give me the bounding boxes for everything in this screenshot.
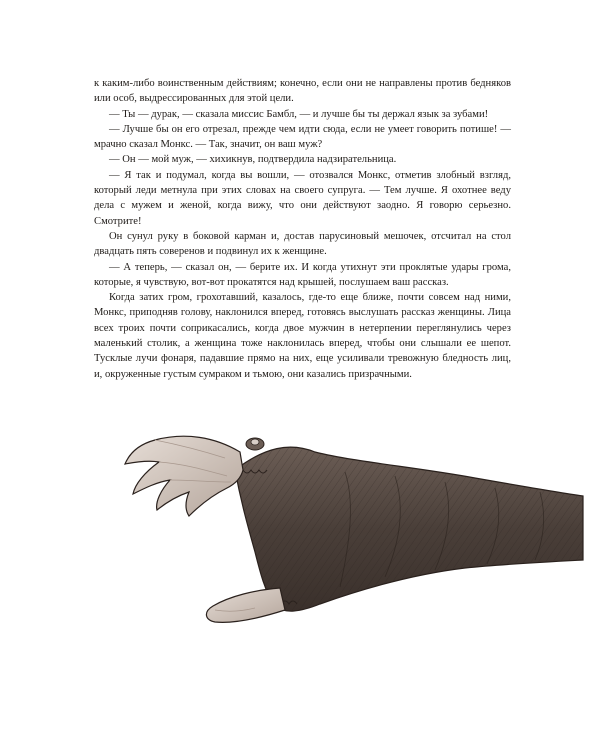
paragraph: — Я так и подумал, когда вы вошли, — отозвался Монкс, отметив злобный взгляд, который леди метнула при этих словах на своего супруга. — Тем лучше. Я охотнее веду дела с мужем и женой, когда вижу, что они действуют заодно. Я говорю серьезно. Смотрите! <box>94 169 511 227</box>
thumb <box>206 588 285 622</box>
paragraph: Он сунул руку в боковой карман и, достав парусиновый мешочек, отсчитал на стол двадцать пять соверенов и подвинул их к женщине. <box>94 230 511 258</box>
body-text <box>94 76 511 382</box>
paragraph: — А теперь, — сказал он, — берите их. И когда утихнут эти проклятые удары грома, которые, я чувствую, вот-вот прокатятся над крышей, послушаем ваш рассказ. <box>94 261 511 288</box>
sleeve <box>235 447 583 611</box>
paragraph: Когда затих гром, грохотавший, казалось, где-то еще ближе, почти совсем над ними, Монкс, приподняв голову, наклонился вперед, готовясь выслушать рассказ женщины. Лица всех троих почти соприкасались, когда двое мужчин в нетерпении переглянулись через маленький столик, а женщина тоже наклонилась вперед, чтобы они слышали ее шепот. Тусклые лучи фонаря, падавшие прямо на них, еще усиливали тревожную бледность лиц, и, окруженные густым сумраком и тьмою, они казались призрачными. <box>94 292 511 380</box>
paragraph: — Он — мой муж, — хихикнув, подтвердила надзирательница. <box>109 154 397 166</box>
hand-illustration <box>115 392 585 642</box>
paragraph: к каким-либо воинственным действиям; конечно, если они не направлены против бедняков или особ, выдрессированных для этой цели. <box>94 78 511 105</box>
paragraph: — Лучше бы он его отрезал, прежде чем идти сюда, если не умеет говорить потише! — мрачно сказал Монкс. — Так, значит, он ваш муж? <box>94 123 511 151</box>
paragraph: — Ты — дурак, — сказала миссис Бамбл, — и лучше бы ты держал язык за зубами! <box>109 108 489 120</box>
